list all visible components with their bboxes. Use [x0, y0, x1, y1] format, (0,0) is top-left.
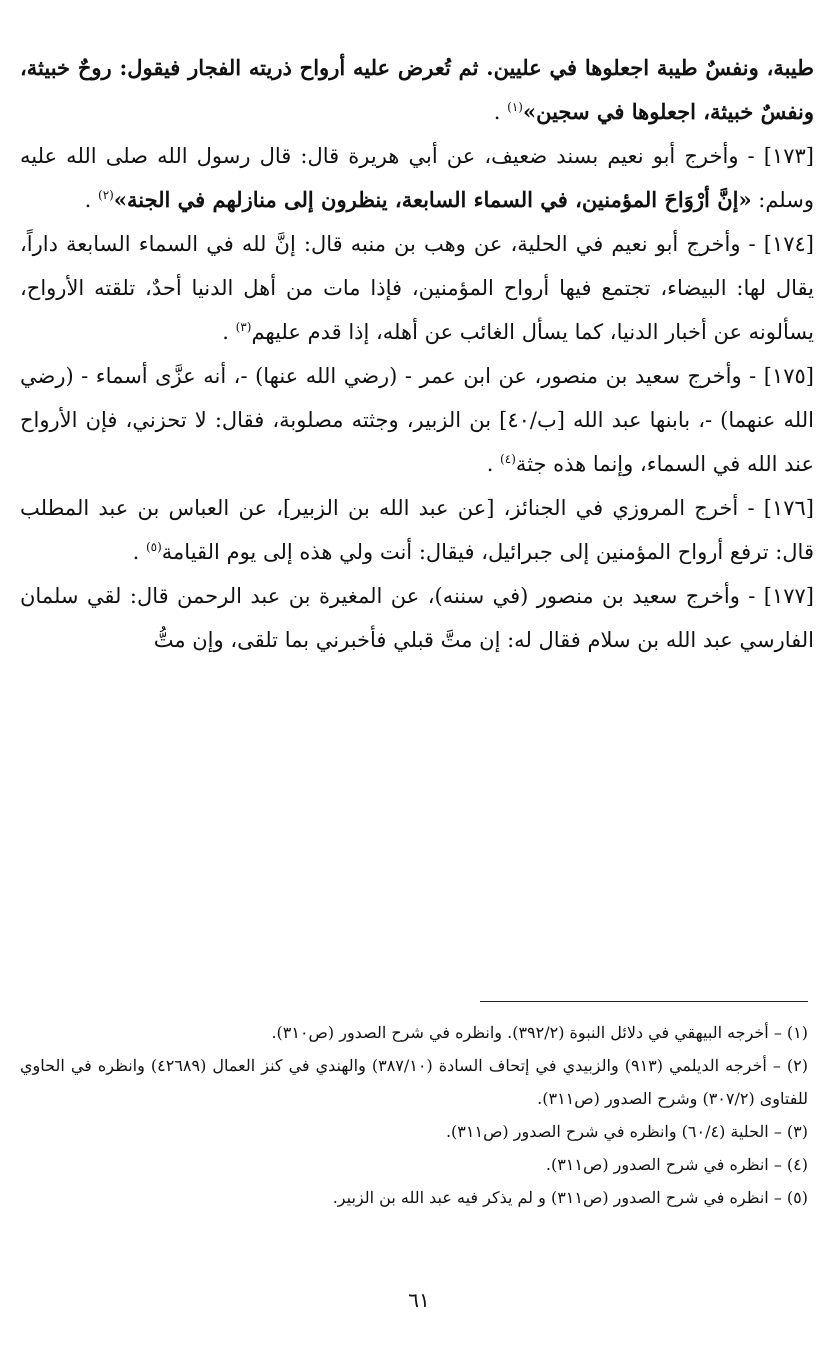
paragraph [20, 354, 814, 486]
narration-text: [١٧٥] - وأخرج سعيد بن منصور، عن ابن عمر - (رضي الله عنها) -، أنه عزَّى أسماء - (رضي الله عنهما) -، بابنها عبد الله [ب/٤٠] بن الزبير، وجثته مصلوبة، فقال: لا تحزني، فإن الأرواح عند الله في السماء، وإنما هذه جثة [20, 364, 814, 476]
footnote: (٤) – انظره في شرح الصدور (ص٣١١). [545, 1155, 808, 1174]
footnote-marker: (٣) [235, 320, 252, 334]
footnote: (١) – أخرجه البيهقي في دلائل النبوة (٣٩٢/٢). وانظره في شرح الصدور (ص٣١٠). [271, 1023, 808, 1042]
paragraph [20, 574, 814, 662]
page-number: ٦١ [408, 1288, 430, 1312]
hadith-text: «إنَّ أرْوَاحَ المؤمنين، في السماء السابعة، ينظرون إلى منازلهم في الجنة» [113, 187, 752, 212]
paragraph [20, 486, 814, 574]
paragraph [20, 222, 814, 354]
paragraph-end: . [493, 100, 508, 124]
narration-text: [١٧٧] - وأخرج سعيد بن منصور (في سننه)، عن المغيرة بن عبد الرحمن قال: لقي سلمان الفارسي عبد الله بن سلام فقال له: إن متَّ قبلي فأخبرني بما تلقى، وإن متُّ [20, 584, 814, 652]
main-text [20, 46, 814, 662]
footnote: (٥) – انظره في شرح الصدور (ص٣١١) و لم يذكر فيه عبد الله بن الزبير. [332, 1188, 808, 1207]
narration-text: [١٧٦] - أخرج المروزي في الجنائز، [عن عبد الله بن الزبير]، عن العباس بن عبد المطلب قال: ترفع أرواح المؤمنين إلى جبرائيل، فيقال: أنت ولي هذه إلى يوم القيامة [20, 496, 814, 564]
footnote-marker: (٢) [98, 188, 114, 202]
footnote-marker: (١) [507, 100, 523, 114]
footnotes [20, 1016, 808, 1214]
paragraph-end: . [84, 188, 99, 212]
footnote-divider [480, 1001, 808, 1002]
paragraph [20, 134, 814, 222]
footnote: (٢) – أخرجه الديلمي (٩١٣) والزبيدي في إتحاف السادة (٣٨٧/١٠) والهندي في كنز العمال (٤٢٦٨٩) وانظره في الحاوي للفتاوى (٣٠٧/٢) وشرح الصدور (ص٣١١). [20, 1056, 809, 1108]
hadith-text: طيبة، ونفسٌ طيبة اجعلوها في عليين. ثم تُعرض عليه أرواح ذريته الفجار فيقول: روحٌ خبيثة، ونفسٌ خبيثة، اجعلوها في سجين» [20, 55, 814, 124]
paragraph [20, 46, 814, 134]
narration-text: [١٧٤] - وأخرج أبو نعيم في الحلية، عن وهب بن منبه قال: إنَّ لله في السماء السابعة داراً، يقال لها: البيضاء، تجتمع فيها أرواح المؤمنين، فإذا مات من أهل الدنيا أحدٌ، تلقته الأرواح، يسألونه عن أخبار الدنيا، كما يسأل الغائب عن أهله، إذا قدم عليهم [20, 232, 814, 344]
footnote-marker: (٥) [145, 540, 162, 554]
paragraph-end: . [222, 320, 236, 344]
paragraph-end: . [132, 540, 146, 564]
paragraph-end: . [486, 452, 501, 476]
footnote: (٣) – الحلية (٦٠/٤) وانظره في شرح الصدور (ص٣١١). [445, 1122, 808, 1141]
narration-text: [١٧٣] - وأخرج أبو نعيم بسند ضعيف، عن أبي هريرة قال: قال رسول الله صلى الله عليه وسلم: [20, 144, 814, 212]
footnote-marker: (٤) [500, 452, 516, 466]
